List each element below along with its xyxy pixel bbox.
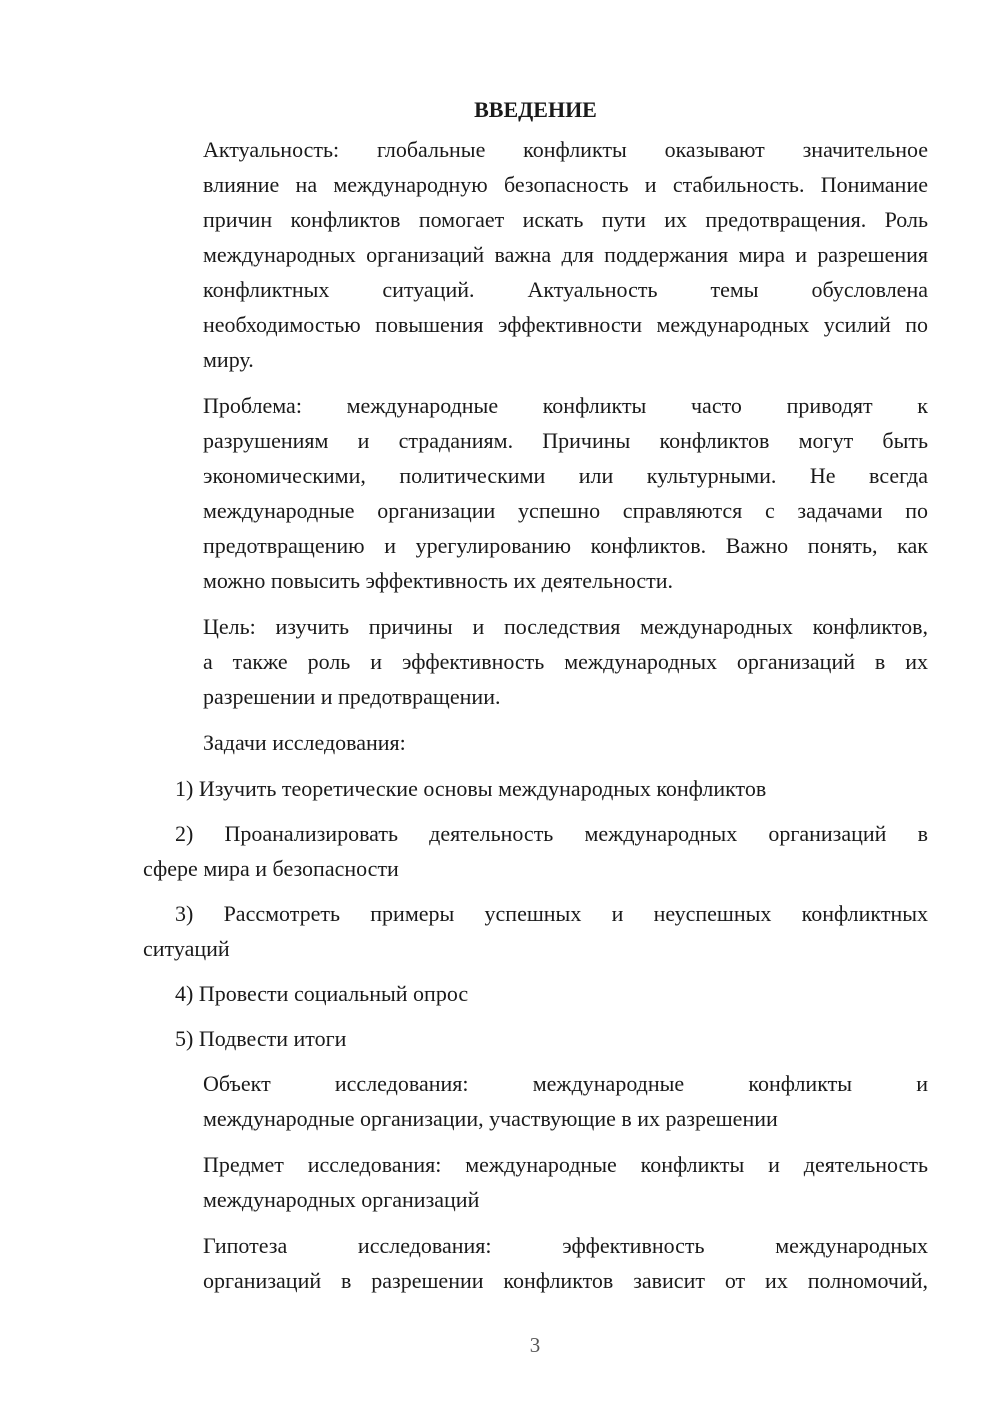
list-item bbox=[143, 896, 928, 966]
text-line: международных организаций bbox=[203, 1187, 480, 1212]
text-line: влияние на международную безопасность и стабильность. Понимание bbox=[203, 172, 928, 197]
text-line: экономическими, политическими или культурными. Не всегда bbox=[203, 463, 928, 488]
page-number: 3 bbox=[529, 1333, 541, 1357]
text-line: международные организации, участвующие в их разрешении bbox=[203, 1106, 778, 1131]
text-line: организаций в разрешении конфликтов зависит от их полномочий, bbox=[203, 1268, 928, 1293]
text-line: разрешении и предотвращении. bbox=[203, 684, 501, 709]
paragraph bbox=[143, 388, 928, 598]
list-item bbox=[143, 771, 928, 806]
text-line: Объект исследования: международные конфликты и bbox=[203, 1071, 928, 1096]
text-line: 2) Проанализировать деятельность международных организаций в bbox=[175, 821, 928, 846]
paragraph bbox=[143, 725, 928, 760]
list-item bbox=[143, 976, 928, 1011]
list-item bbox=[143, 1021, 928, 1056]
text-line: ситуаций bbox=[143, 936, 230, 961]
text-line: необходимостью повышения эффективности международных усилий по bbox=[203, 312, 928, 337]
text-line: Гипотеза исследования: эффективность международных bbox=[203, 1233, 928, 1258]
page-title: ВВЕДЕНИЕ bbox=[474, 97, 597, 122]
text-line: международных организаций важна для поддержания мира и разрешения bbox=[203, 242, 928, 267]
text-line: Проблема: международные конфликты часто приводят к bbox=[203, 393, 928, 418]
document-page bbox=[143, 92, 928, 1309]
paragraph bbox=[143, 1066, 928, 1136]
text-line: конфликтных ситуаций. Актуальность темы обусловлена bbox=[203, 277, 928, 302]
text-line: предотвращению и урегулированию конфликтов. Важно понять, как bbox=[203, 533, 928, 558]
paragraph bbox=[143, 132, 928, 377]
text-line: 5) Подвести итоги bbox=[175, 1026, 347, 1051]
intro-paragraphs bbox=[143, 132, 928, 760]
text-line: сфере мира и безопасности bbox=[143, 856, 399, 881]
text-line: Цель: изучить причины и последствия международных конфликтов, bbox=[203, 614, 928, 639]
text-line: можно повысить эффективность их деятельности. bbox=[203, 568, 674, 593]
text-line: Предмет исследования: международные конфликты и деятельность bbox=[203, 1152, 928, 1177]
text-line: 1) Изучить теоретические основы международных конфликтов bbox=[175, 776, 767, 801]
text-line: причин конфликтов помогает искать пути их предотвращения. Роль bbox=[203, 207, 928, 232]
paragraph bbox=[143, 1147, 928, 1217]
closing-paragraphs bbox=[143, 1066, 928, 1298]
text-line: международные организации успешно справляются с задачами по bbox=[203, 498, 928, 523]
text-line: Актуальность: глобальные конфликты оказывают значительное bbox=[203, 137, 928, 162]
text-line: разрушениям и страданиям. Причины конфликтов могут быть bbox=[203, 428, 928, 453]
text-line: миру. bbox=[203, 347, 254, 372]
list-item bbox=[143, 816, 928, 886]
text-line: а также роль и эффективность международных организаций в их bbox=[203, 649, 928, 674]
text-line: 3) Рассмотреть примеры успешных и неуспешных конфликтных bbox=[175, 901, 928, 926]
paragraph bbox=[143, 609, 928, 714]
paragraph bbox=[143, 1228, 928, 1298]
text-line: Задачи исследования: bbox=[203, 730, 406, 755]
task-list bbox=[143, 771, 928, 1056]
text-line: 4) Провести социальный опрос bbox=[175, 981, 469, 1006]
